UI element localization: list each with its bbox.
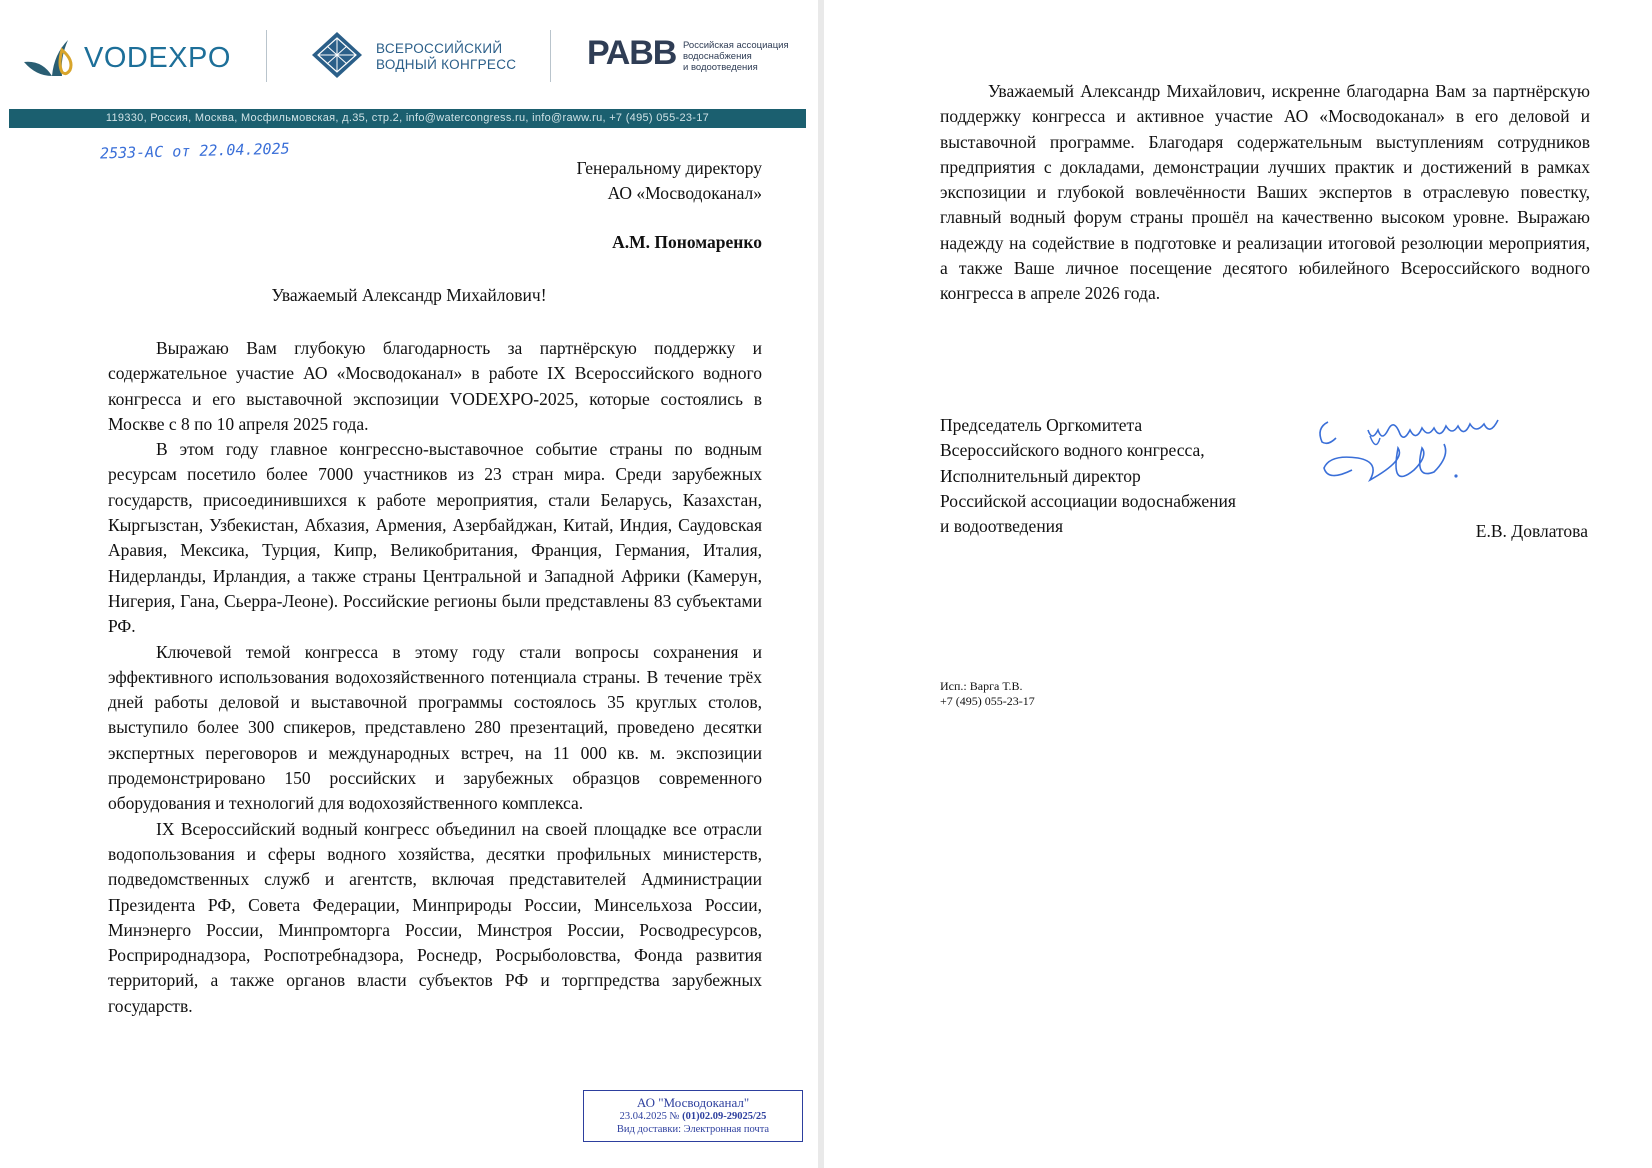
letter-body (108, 336, 762, 1019)
signatory-title-line: Всероссийского водного конгресса, (940, 440, 1205, 461)
handwritten-signature (1310, 400, 1570, 500)
raww-caption-line3: и водоотведения (683, 62, 758, 73)
body-paragraph: Ключевой темой конгресса в этому году стали вопросы сохранения и эффективного использования водохозяйственного потенциала страны. В течение трёх дней работы деловой и выставочной программы состоялось 35 круглых столов, выступило более 300 спикеров, представлено 280 презентаций, проведено десятки экспертных переговоров и международных встреч, на 11 000 кв. м. экспозиции продемонстрировано 150 российских и зарубежных образцов современного оборудования и технологий для водохозяйственного комплекса. (108, 641, 762, 814)
performer-info (940, 679, 1035, 709)
stamp-registration (584, 1110, 802, 1123)
body-paragraph: IX Всероссийский водный конгресс объединил на своей площадке все отрасли водопользования и сферы водного хозяйства, десятки профильных министерств, подведомственных служб и агентств, включая представителей Администрации Президента РФ, Совета Федерации, Минприроды России, Минсельхоза России, Минэнерго России, Минпромторга России, Минстроя России, Росводресурсов, Росприроднадзора, Роспотребнадзора, Роснедр, Росрыболовства, Фонда развития территорий, а также органов власти субъектов РФ и торгпредства зарубежных государств. (108, 818, 762, 1016)
congress-logo (310, 30, 530, 80)
raww-wordmark: РАВВ (587, 34, 677, 72)
signatory-title-line: Председатель Оргкомитета (940, 415, 1143, 435)
contact-bar: 119330, Россия, Москва, Мосфильмовская, д.35, стр.2, info@watercongress.ru, info@raww.ru, +7 (495) 055-23-17 (9, 109, 806, 128)
stamp-delivery: Вид доставки: Электронная почта (616, 1124, 770, 1135)
incoming-registration-stamp (583, 1090, 803, 1142)
signatory-title-line: Российской ассоциации водоснабжения (940, 490, 1236, 511)
body-paragraph: В этом году главное конгрессно-выставочное событие страны по водным ресурсам посетило более 7000 участников из 23 стран мира. Среди зарубежных государств, присоединившихся к работе мероприятия, стали Беларусь, Казахстан, Кыргызстан, Узбекистан, Абхазия, Армения, Азербайджан, Китай, Индия, Саудовская Аравия, Мексика, Турция, Кипр, Великобритания, Франция, Германия, Италия, Нидерланды, Ирландия, а также страны Центральной и Западной Африки (Камерун, Нигерия, Гана, Сьерра-Леоне). Российские регионы были представлены 83 субъектами РФ. (108, 439, 762, 637)
logo-divider (266, 30, 267, 82)
performer-phone: +7 (495) 055-23-17 (940, 694, 1035, 708)
signatory-title (940, 413, 1236, 539)
stamp-number: (01)02.09-29025/25 (682, 1111, 767, 1122)
addressee-block (576, 156, 762, 255)
addressee-company: АО «Мосводоканал» (607, 183, 762, 203)
continuation-paragraph: Уважаемый Александр Михайлович, искренне благодарна Вам за партнёрскую поддержку конгресса и активное участие АО «Мосводоканал» в его деловой и выставочной программе. Благодаря содержательным выступлениям сотрудников предприятия с докладами, демонстрации лучших практик и достижений в рамках экспозиции и глубокой вовлечённости Ваших экспертов в отраслевую повестку, главный водный форум страны прошёл на качественно высоком уровне. Выражаю надежду на содействие в подготовке и реализации итоговой резолюции мероприятия, а также Ваше личное посещение десятого юбилейного Всероссийского водного конгресса в апреле 2026 года. (940, 81, 1590, 304)
congress-wordmark (376, 41, 516, 73)
letter-continuation (940, 79, 1590, 307)
performer-name: Исп.: Варга Т.В. (940, 679, 1023, 693)
vodexpo-logo (22, 36, 252, 80)
vodexpo-wordmark: VODEXPO (84, 42, 231, 74)
stamp-date: 23.04.2025 № (619, 1111, 680, 1122)
letter-page-1 (0, 0, 818, 1168)
raww-caption-line1: Российская ассоциация (683, 40, 789, 51)
congress-diamond-icon (310, 30, 364, 80)
stamp-organization: АО "Мосводоканал" (636, 1095, 750, 1110)
outgoing-reference: 2533-АС от 22.04.2025 (99, 139, 290, 163)
salutation: Уважаемый Александр Михайлович! (271, 285, 547, 305)
congress-logo-line2: ВОДНЫЙ КОНГРЕСС (376, 57, 517, 72)
congress-logo-line1: ВСЕРОССИЙСКИЙ (376, 41, 503, 56)
raww-logo (587, 34, 807, 78)
logo-divider (550, 30, 551, 82)
raww-caption-line2: водоснабжения (683, 51, 752, 62)
body-paragraph: Выражаю Вам глубокую благодарность за партнёрскую поддержку и содержательное участие АО «Мосводоканал» в работе IX Всероссийского водного конгресса и его выставочной экспозиции VODEXPO-2025, которые состоялись в Москве с 8 по 10 апреля 2025 года. (108, 338, 762, 434)
raww-caption (683, 40, 789, 73)
letter-page-2 (824, 0, 1652, 1168)
vodexpo-drop-icon (22, 36, 80, 80)
signatory-title-line: и водоотведения (940, 516, 1064, 537)
addressee-name: А.М. Пономаренко (612, 232, 762, 252)
signatory-title-line: Исполнительный директор (940, 465, 1141, 486)
addressee-position: Генеральному директору (576, 158, 762, 178)
signatory-name: Е.В. Довлатова (1475, 521, 1588, 541)
